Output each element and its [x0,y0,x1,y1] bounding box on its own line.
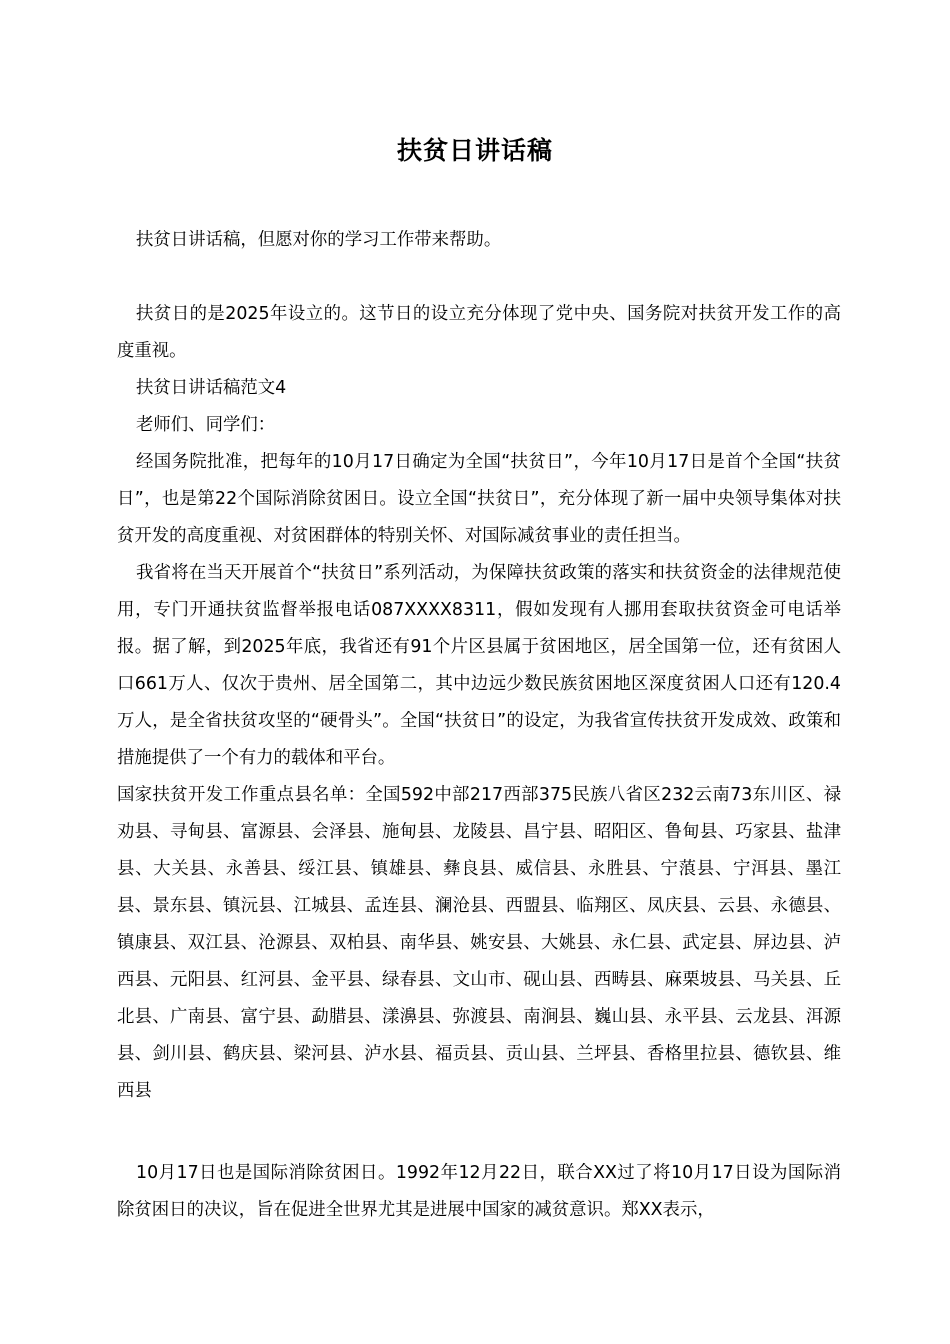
closing-block [117,1155,841,1229]
paragraph-sample-heading: 扶贫日讲话稿范文4 [136,378,287,398]
main-body [117,296,841,1110]
paragraph-salutation: 老师们、同学们： [136,415,276,435]
intro-paragraph: 扶贫日讲话稿，但愿对你的学习工作带来帮助。 [136,230,502,250]
intro-block [117,222,841,259]
paragraph-province-activities: 我省将在当天开展首个“扶贫日”系列活动，为保障扶贫政策的落实和扶贫资金的法律规范使用，专门开通扶贫监督举报电话087XXXX8311，假如发现有人挪用套取扶贫资金可电话举报。据了解，到2025年底，我省还有91个片区县属于贫困地区，居全国第一位，还有贫困人口661万人、仅次于贵州、居全国第二，其中边远少数民族贫困地区深度贫困人口还有120.4万人，是全省扶贫攻坚的“硬骨头”。全国“扶贫日”的设定，为我省宣传扶贫开发成效、政策和措施提供了一个有力的载体和平台。 [117,563,842,768]
document-title: 扶贫日讲话稿 [396,136,553,165]
paragraph-county-list: 国家扶贫开发工作重点县名单：全国592中部217西部375民族八省区232云南73东川区、禄劝县、寻甸县、富源县、会泽县、施甸县、龙陵县、昌宁县、昭阳区、鲁甸县、巧家县、盐津县、大关县、永善县、绥江县、镇雄县、彝良县、威信县、永胜县、宁蒗县、宁洱县、墨江县、景东县、镇沅县、江城县、孟连县、澜沧县、西盟县、临翔区、凤庆县、云县、永德县、镇康县、双江县、沧源县、双柏县、南华县、姚安县、大姚县、永仁县、武定县、屏边县、泸西县、元阳县、红河县、金平县、绿春县、文山市、砚山县、西畴县、麻栗坡县、马关县、丘北县、广南县、富宁县、勐腊县、漾濞县、弥渡县、南涧县、巍山县、永平县、云龙县、洱源县、剑川县、鹤庆县、梁河县、泸水县、福贡县、贡山县、兰坪县、香格里拉县、德钦县、维西县 [117,785,841,1101]
paragraph-festival-origin: 扶贫日的是2025年设立的。这节日的设立充分体现了党中央、国务院对扶贫开发工作的高度重视。 [117,304,841,361]
paragraph-poverty-day-intro: 经国务院批准，把每年的10月17日确定为全国“扶贫日”，今年10月17日是首个全国“扶贫日”，也是第22个国际消除贫困日。设立全国“扶贫日”，充分体现了新一届中央领导集体对扶贫开发的高度重视、对贫困群体的特别关怀、对国际减贫事业的责任担当。 [117,452,841,546]
paragraph-closing: 10月17日也是国际消除贫困日。1992年12月22日，联合XX过了将10月17日设为国际消除贫困日的决议，旨在促进全世界尤其是进展中国家的减贫意识。郑XX表示， [117,1163,841,1220]
